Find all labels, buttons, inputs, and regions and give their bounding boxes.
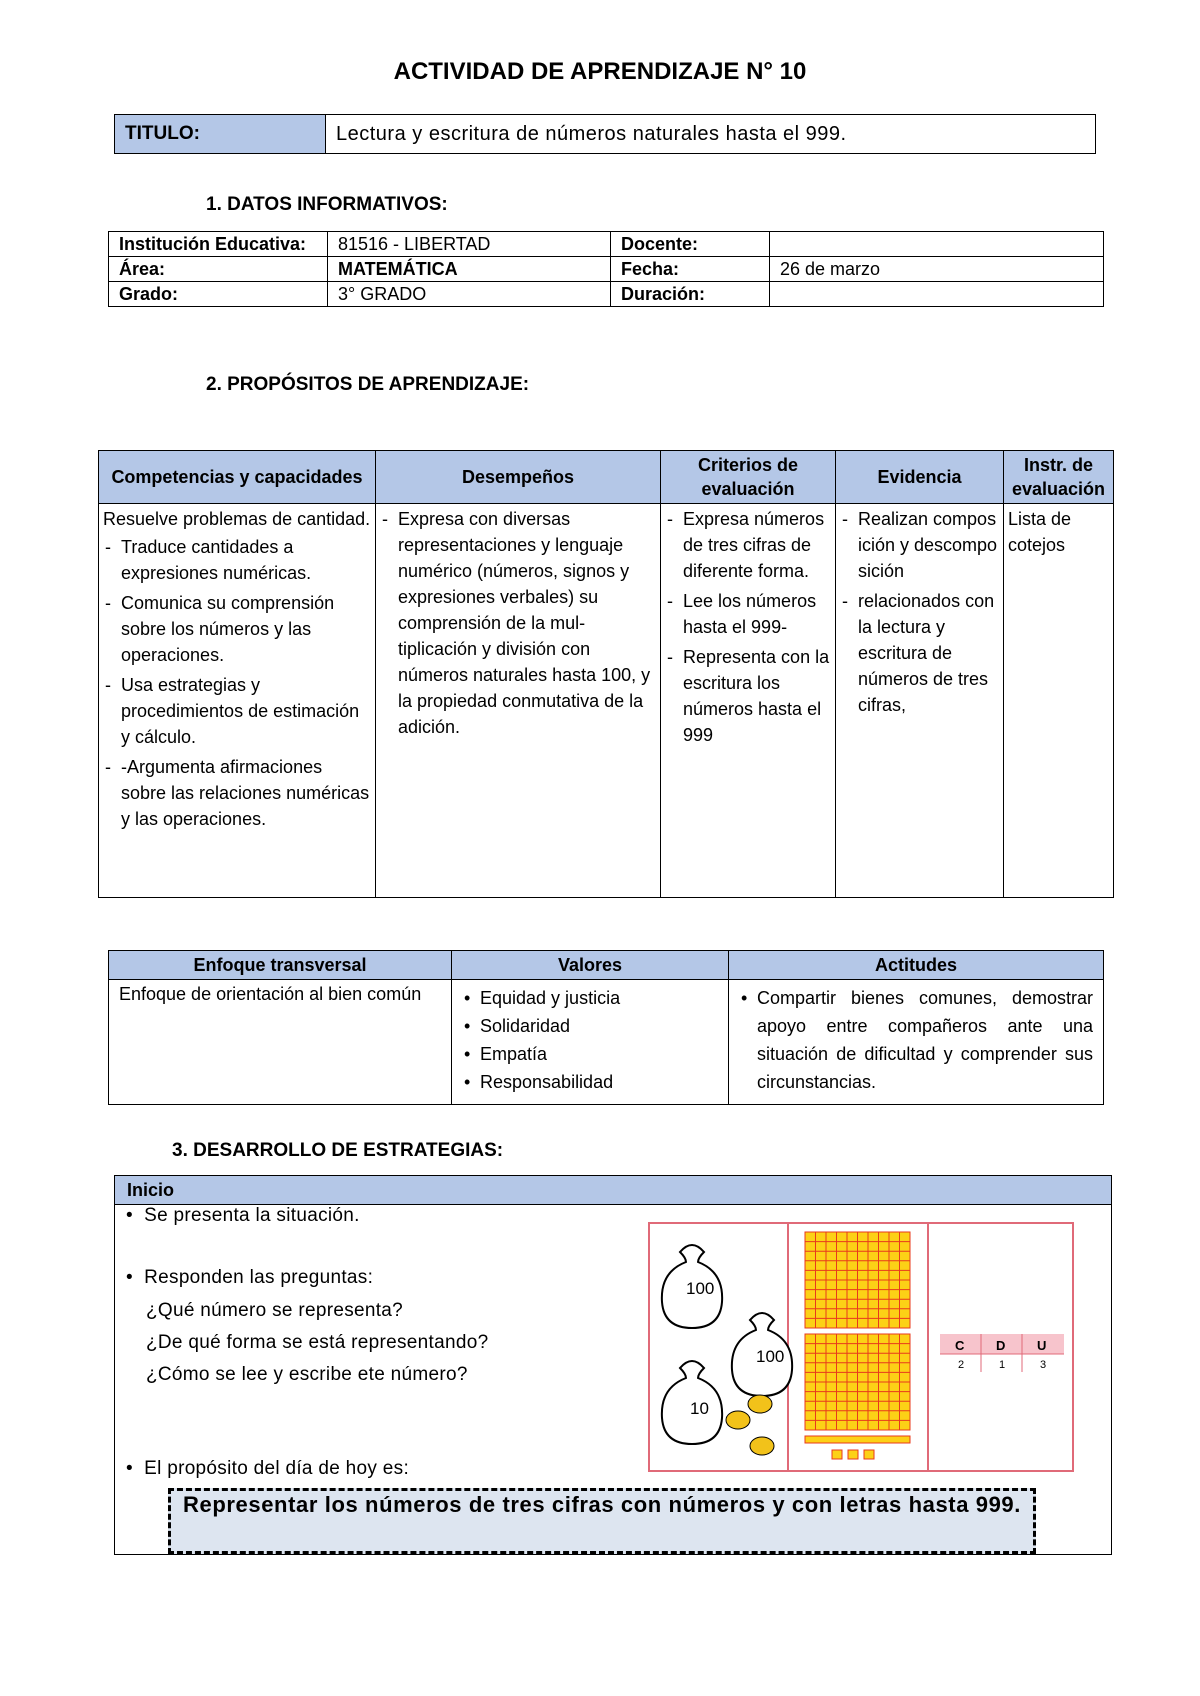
valor-item: • Empatía <box>462 1040 718 1068</box>
ten-rod-icon <box>805 1436 910 1443</box>
document-title: ACTIVIDAD DE APRENDIZAJE N° 10 <box>393 58 807 85</box>
bag-label: 10 <box>690 1399 709 1418</box>
place-value: 2 <box>958 1359 965 1371</box>
coin-icon <box>726 1411 750 1429</box>
valor-item: • Equidad y justicia <box>462 984 718 1012</box>
place-header: U <box>1037 1338 1047 1353</box>
capacidad-item: - Comunica su comprensión sobre los números y las operaciones. <box>103 590 371 668</box>
section-propositos-heading: 2. PROPÓSITOS DE APRENDIZAJE: <box>206 374 530 395</box>
propositos-table <box>98 450 1114 898</box>
place-value-chart <box>940 1334 1064 1372</box>
money-bag-icon <box>662 1361 722 1444</box>
datos-table <box>108 231 1104 307</box>
inicio-header: Inicio <box>115 1176 1111 1205</box>
institucion-label: Institución Educativa: <box>109 232 328 257</box>
header-valores: Valores <box>452 951 729 980</box>
duracion-label: Duración: <box>611 282 770 307</box>
competencias-cell <box>99 504 376 898</box>
criterios-cell <box>661 504 836 898</box>
titulo-table <box>114 114 1096 154</box>
inicio-bullet-situacion <box>126 1205 360 1227</box>
instrumento-value: Lista de cotejos <box>1008 509 1072 555</box>
grado-label: Grado: <box>109 282 328 307</box>
header-evidencia: Evidencia <box>836 451 1004 504</box>
money-bag-icon <box>732 1313 792 1396</box>
instrumento-cell <box>1004 504 1114 898</box>
place-value: 3 <box>1040 1359 1047 1371</box>
criterio-item: - Expresa números de tres cifras de diferente forma. <box>665 506 831 584</box>
inicio-bullet-proposito <box>126 1458 409 1480</box>
capacidad-item: - Usa estrategias y procedimientos de estimación y cálculo. <box>103 672 371 750</box>
titulo-label: TITULO: <box>115 115 326 154</box>
evidencia-item: - relacionados con la lectura y escritura de números de tres cifras, <box>840 588 999 718</box>
fecha-value: 26 de marzo <box>770 257 1104 282</box>
bullet-text: Responden las preguntas: <box>144 1267 374 1288</box>
header-enfoque: Enfoque transversal <box>109 951 452 980</box>
bag-label: 100 <box>756 1347 785 1366</box>
inicio-bullet-preguntas <box>126 1267 373 1289</box>
evidencia-cell <box>836 504 1004 898</box>
desempenos-cell <box>376 504 661 898</box>
section-desarrollo-heading: 3. DESARROLLO DE ESTRATEGIAS: <box>172 1140 504 1161</box>
header-actitudes: Actitudes <box>729 951 1104 980</box>
coin-icon <box>750 1437 774 1455</box>
duracion-value <box>770 282 1104 307</box>
header-criterios: Criterios de evaluación <box>661 451 836 504</box>
valor-item: • Responsabilidad <box>462 1068 718 1096</box>
hundred-block-icon <box>805 1334 910 1430</box>
area-label: Área: <box>109 257 328 282</box>
actitudes-cell <box>729 980 1104 1105</box>
capacidad-item: - -Argumenta afirmaciones sobre las relaciones numéricas y las operaciones. <box>103 754 371 832</box>
criterio-item: - Representa con la escritura los números hasta el 999 <box>665 644 831 748</box>
money-bag-icon <box>662 1245 722 1328</box>
coin-icon <box>748 1395 772 1413</box>
valores-cell <box>452 980 729 1105</box>
unit-cube-icon <box>864 1450 874 1459</box>
unit-cube-icon <box>848 1450 858 1459</box>
header-instrumento: Instr. de evaluación <box>1004 451 1114 504</box>
capacidad-item: - Traduce cantidades a expresiones numéricas. <box>103 534 371 586</box>
enfoque-value: Enfoque de orientación al bien común <box>109 980 452 1105</box>
bullet-icon: • <box>126 1267 145 1288</box>
purpose-box: Representar los números de tres cifras con números y con letras hasta 999. <box>168 1488 1036 1554</box>
place-value: 1 <box>999 1359 1006 1371</box>
question-item: ¿Qué número se representa? <box>146 1300 404 1321</box>
institucion-value: 81516 - LIBERTAD <box>328 232 611 257</box>
hundred-block-icon <box>805 1232 910 1328</box>
titulo-value: Lectura y escritura de números naturales hasta el 999. <box>326 115 1096 154</box>
question-item: ¿Cómo se lee y escribe ete número? <box>146 1364 468 1385</box>
competencia-intro: Resuelve problemas de cantidad. <box>103 509 371 529</box>
section-datos-heading: 1. DATOS INFORMATIVOS: <box>206 194 448 215</box>
fecha-label: Fecha: <box>611 257 770 282</box>
area-value: MATEMÁTICA <box>328 257 611 282</box>
grado-value: 3° GRADO <box>328 282 611 307</box>
enfoque-table <box>108 950 1104 1105</box>
unit-cube-icon <box>832 1450 842 1459</box>
desempeno-item: - Expresa con diversas representaciones y lenguaje numérico (números, signos y expresiones verbales) su comprensión de la mul-tiplicación y división con números naturales hasta 100, y la propiedad conmutativa de la adición. <box>380 506 656 740</box>
header-desempenos: Desempeños <box>376 451 661 504</box>
place-header: D <box>996 1338 1006 1353</box>
bag-label: 100 <box>686 1279 715 1298</box>
bullet-icon: • <box>126 1205 145 1226</box>
bullet-icon: • <box>126 1458 145 1479</box>
docente-value <box>770 232 1104 257</box>
criterio-item: - Lee los números hasta el 999- <box>665 588 831 640</box>
base-ten-svg <box>650 1224 1072 1470</box>
valor-item: • Solidaridad <box>462 1012 718 1040</box>
actitud-item: • Compartir bienes comunes, demostrar apoyo entre compañeros ante una situación de dificultad y comprender sus circunstancias. <box>739 984 1093 1096</box>
question-item: ¿De qué forma se está representando? <box>146 1332 489 1353</box>
bullet-text: El propósito del día de hoy es: <box>144 1458 410 1479</box>
place-header: C <box>955 1338 965 1353</box>
evidencia-item: - Realizan composición y descomposición <box>840 506 999 584</box>
bullet-text: Se presenta la situación. <box>144 1205 360 1226</box>
docente-label: Docente: <box>611 232 770 257</box>
header-competencias: Competencias y capacidades <box>99 451 376 504</box>
base-ten-illustration <box>648 1222 1074 1472</box>
